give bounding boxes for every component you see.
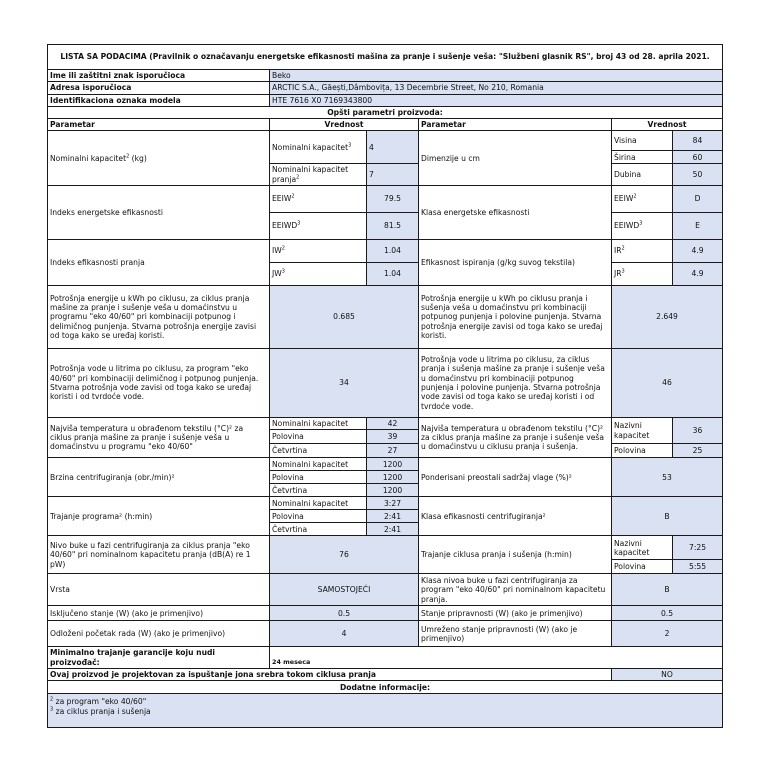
jw-value: 1.04: [367, 263, 419, 286]
temp-wd-val2: 25: [673, 444, 723, 458]
class-eeiwd-label: EEIWD$^3$: [612, 213, 673, 240]
width-label: Širina: [612, 151, 673, 164]
delay-start-label: Odloženi početak rada (W) (ako je primenjivo): [48, 621, 270, 647]
energy-wash-label: Potrošnja energije u kWh po ciklusu, za ciklus pranja mašine za pranje i sušenje veša u domaćinstvu u programu "eko 40/60" pri kombinaciji potpunog i delimičnog punjenja. Stvarna potrošnja energije zavisi od toga kako se uređaj koristi.: [48, 286, 270, 349]
temp-wash-sub1: Nominalni kapacitet: [270, 418, 367, 430]
duration-sub3: Četvrtina: [270, 523, 367, 536]
warranty-value: 24 meseca: [270, 647, 723, 669]
supplier-name-label: Ime ili zaštitni znak isporučioca: [48, 70, 270, 82]
col-param-left: Parametar: [48, 119, 270, 131]
rinse-label: Efikasnost ispiranja (g/kg suvog tekstila): [419, 240, 612, 286]
off-mode-value: 0.5: [270, 606, 419, 621]
nominal-capacity-sub2: Nominalni kapacitet pranja$^2$: [270, 164, 367, 186]
cycle-wd-val1: 7:25: [673, 536, 723, 560]
additional-info-header: Dodatne informacije:: [48, 681, 723, 694]
temp-wash-sub3: Četvrtina: [270, 444, 367, 458]
height-label: Visina: [612, 131, 673, 151]
water-wd-value: 46: [612, 349, 723, 418]
temp-wd-sub2: Polovina: [612, 444, 673, 458]
spin-label: Brzina centrifugiranja (obr./min)²: [48, 458, 270, 497]
noise-class-value: B: [612, 574, 723, 606]
col-param-right: Parametar: [419, 119, 612, 131]
width-value: 60: [673, 151, 723, 164]
network-standby-label: Umreženo stanje pripravnosti (W) (ako je primenjivo): [419, 621, 612, 647]
energy-wd-value: 2.649: [612, 286, 723, 349]
supplier-address-value: ARCTIC S.A., Găești,Dâmbovița, 13 Decembrie Street, No 210, Romania: [270, 82, 723, 94]
footnotes: [48, 694, 723, 728]
footnote-3: $^3$ za ciklus pranja i sušenja: [50, 706, 151, 716]
energy-class-label: Klasa energetske efikasnosti: [419, 186, 612, 240]
jr-value: 4.9: [673, 263, 723, 286]
model-id-value: HTE 7616 X0 7169343800: [270, 94, 723, 106]
spin-val1: 1200: [367, 458, 419, 471]
noise-value: 76: [270, 536, 419, 574]
duration-sub1: Nominalni kapacitet: [270, 497, 367, 510]
spin-sub2: Polovina: [270, 471, 367, 484]
water-wash-value: 34: [270, 349, 419, 418]
eeiwd-label: EEIWD$^3$: [270, 213, 367, 240]
eei-label: Indeks energetske efikasnosti: [48, 186, 270, 240]
network-standby-value: 2: [612, 621, 723, 647]
spin-sub1: Nominalni kapacitet: [270, 458, 367, 471]
temp-wash-val1: 42: [367, 418, 419, 430]
ir-value: 4.9: [673, 240, 723, 263]
off-mode-label: Isključeno stanje (W) (ako je primenjivo): [48, 606, 270, 621]
nominal-capacity-val1: 4: [367, 131, 419, 164]
standby-value: 0.5: [612, 606, 723, 621]
data-sheet: [47, 44, 722, 728]
water-wash-label: Potrošnja vode u litrima po ciklusu, za program "eko 40/60" pri kombinaciji delimičnog i potpunog punjenja. Stvarna potrošnja vode zavisi od toga kako se uređaj koristi i od tvrdoće vode.: [48, 349, 270, 418]
eeiwd-value: 81.5: [367, 213, 419, 240]
cycle-wd-val2: 5:55: [673, 560, 723, 574]
nominal-capacity-sub1: Nominalni kapacitet$^3$: [270, 131, 367, 164]
delay-start-value: 4: [270, 621, 419, 647]
warranty-label: Minimalno trajanje garancije koju nudi proizvođač:: [48, 647, 270, 669]
col-value-left: Vrednost: [270, 119, 419, 131]
height-value: 84: [673, 131, 723, 151]
spin-class-label: Klasa efikasnosti centrifugiranja²: [419, 497, 612, 536]
temp-wash-label: Najviša temperatura u obrađenom tekstilu (°C)² za ciklus pranja mašine za pranje i sušenje veša u domaćinstvu u programu "eko 40/60": [48, 418, 270, 458]
eeiw-label: EEIW$^2$: [270, 186, 367, 213]
spin-sub3: Četvrtina: [270, 484, 367, 497]
duration-sub2: Polovina: [270, 510, 367, 523]
moisture-value: 53: [612, 458, 723, 497]
duration-val2: 2:41: [367, 510, 419, 523]
jw-label: $JW^3$: [270, 263, 367, 286]
temp-wash-val2: 39: [367, 430, 419, 444]
noise-class-label: Klasa nivoa buke u fazi centrifugiranja za program "eko 40/60" pri nominalnom kapacitetu pranja.: [419, 574, 612, 606]
nominal-capacity-val2: 7: [367, 164, 419, 186]
noise-label: Nivo buke u fazi centrifugiranja za ciklus pranja "eko 40/60" pri nominalnom kapacitetu pranja (dB(A) re 1 pW): [48, 536, 270, 574]
iw-label: $IW^2$: [270, 240, 367, 263]
temp-wd-sub1: Nazivni kapacitet: [612, 418, 673, 444]
supplier-name-value: Beko: [270, 70, 723, 82]
temp-wd-label: Najviša temperatura u obrađenom tekstilu (°C)² za ciklus pranja mašine za pranje i sušenje veša u domaćinstvu u ciklusu pranja i sušenja.: [419, 418, 612, 458]
duration-val3: 2:41: [367, 523, 419, 536]
class-eeiw-label: EEIW$^2$: [612, 186, 673, 213]
duration-val1: 3:27: [367, 497, 419, 510]
duration-label: Trajanje programa² (h:min): [48, 497, 270, 536]
spin-val2: 1200: [367, 471, 419, 484]
temp-wd-val1: 36: [673, 418, 723, 444]
cycle-wd-sub2: Polovina: [612, 560, 673, 574]
temp-wash-sub2: Polovina: [270, 430, 367, 444]
col-value-right: Vrednost: [612, 119, 723, 131]
depth-value: 50: [673, 164, 723, 186]
spin-val3: 1200: [367, 484, 419, 497]
class-eeiw-value: D: [673, 186, 723, 213]
sheet-title: LISTA SA PODACIMA (Pravilnik o označavanju energetske efikasnosti mašina za pranje i sušenje veša: "Službeni glasnik RS", broj 43 od 28. aprila 2021.: [48, 45, 723, 70]
water-wd-label: Potrošnja vode u litrima po ciklusu, za ciklus pranja i sušenja mašine za pranje i sušenje veša u domaćinstvu pri kombinaciji potpunog punjenja i polovine punjenja. Stvarna potrošnja vode zavisi od toga kako se uređaj koristi i od tvrdoće vode.: [419, 349, 612, 418]
spin-class-value: B: [612, 497, 723, 536]
ir-label: $IR^2$: [612, 240, 673, 263]
silver-ions-label: Ovaj proizvod je projektovan za ispuštanje jona srebra tokom ciklusa pranja: [48, 668, 612, 680]
temp-wash-val3: 27: [367, 444, 419, 458]
wash-index-label: Indeks efikasnosti pranja: [48, 240, 270, 286]
depth-label: Dubina: [612, 164, 673, 186]
cycle-wd-label: Trajanje ciklusa pranja i sušenja (h:min): [419, 536, 612, 574]
footnote-2: $^2$ za program "eko 40/60": [50, 696, 147, 707]
cycle-wd-sub1: Nazivni kapacitet: [612, 536, 673, 560]
supplier-address-label: Adresa isporučioca: [48, 82, 270, 94]
energy-wd-label: Potrošnja energije u kWh po ciklusu pranja i sušenja veša u domaćinstvu pri kombinaciji potpunog punjenja i polovine punjenja. Stvarna potrošnja energije zavisi od toga kako se uređaj koristi.: [419, 286, 612, 349]
dimension-label: Dimenzije u cm: [419, 131, 612, 186]
silver-ions-value: NO: [612, 668, 723, 680]
type-label: Vrsta: [48, 574, 270, 606]
general-parameters-header: Opšti parametri proizvoda:: [48, 106, 723, 118]
model-id-label: Identifikaciona oznaka modela: [48, 94, 270, 106]
energy-wash-value: 0.685: [270, 286, 419, 349]
eeiw-value: 79.5: [367, 186, 419, 213]
type-value: SAMOSTOJEĆI: [270, 574, 419, 606]
product-info-table: [47, 44, 723, 728]
class-eeiwd-value: E: [673, 213, 723, 240]
jr-label: $JR^3$: [612, 263, 673, 286]
nominal-capacity-label: Nominalni kapacitet$^2$ (kg): [48, 131, 270, 186]
moisture-label: Ponderisani preostali sadržaj vlage (%)²: [419, 458, 612, 497]
iw-value: 1.04: [367, 240, 419, 263]
standby-label: Stanje pripravnosti (W) (ako je primenjivo): [419, 606, 612, 621]
